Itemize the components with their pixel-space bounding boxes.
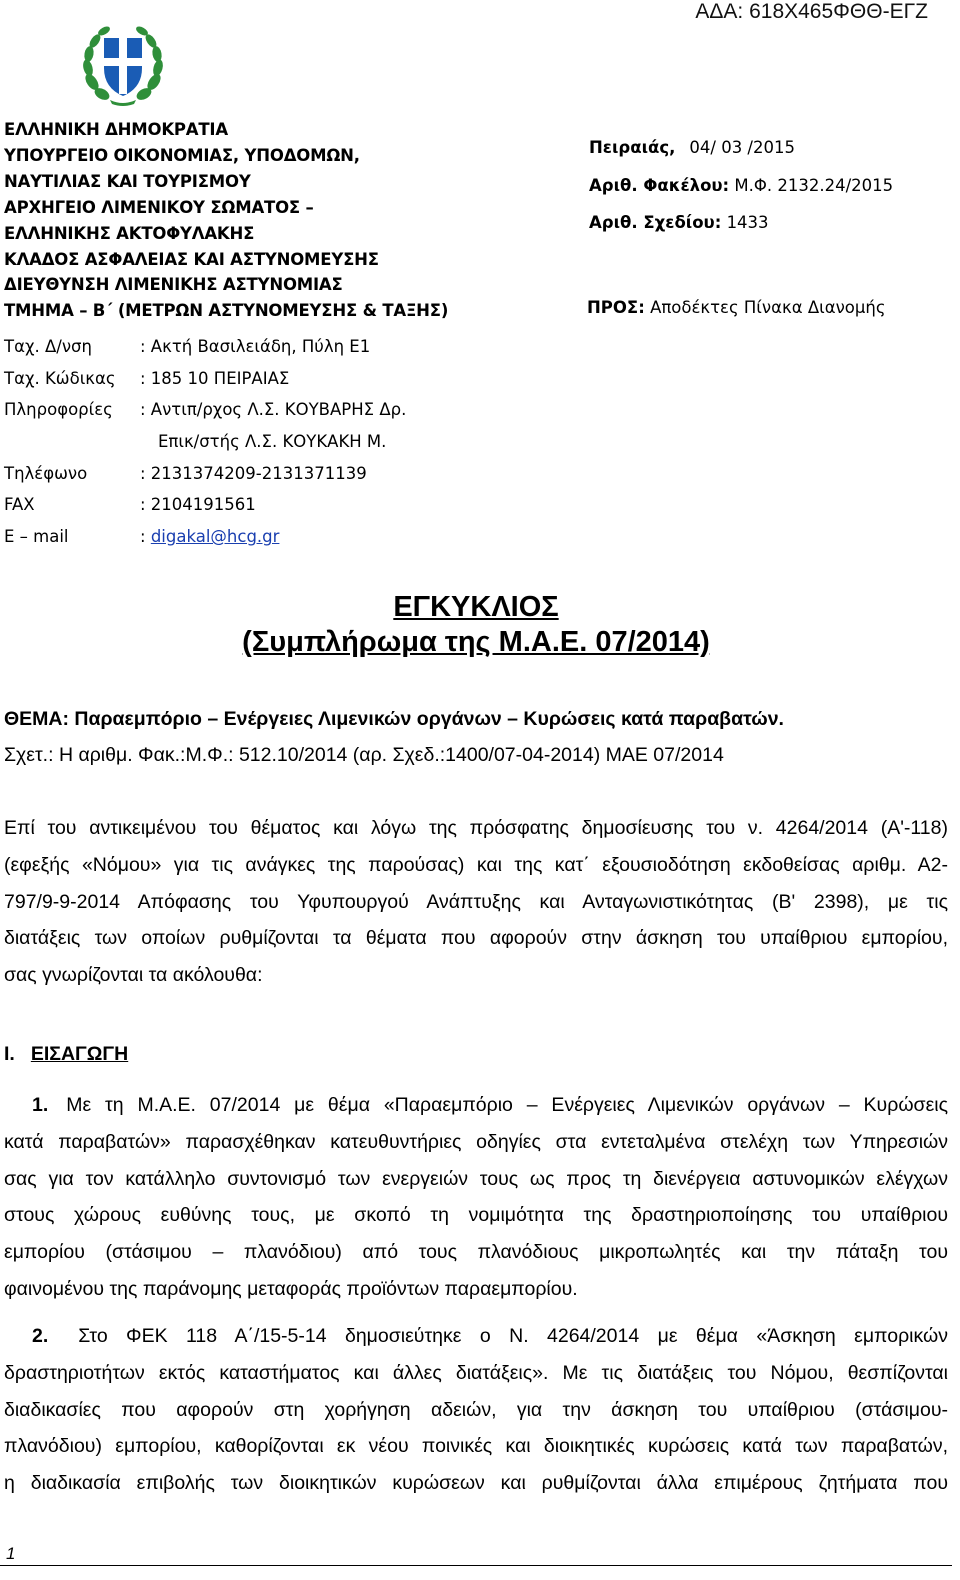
paragraph-line-first [4, 1318, 948, 1355]
email-value-wrap [140, 524, 279, 550]
item-2-paragraph [4, 1318, 948, 1502]
issuer-line: ΑΡΧΗΓΕΙΟ ΛΙΜΕΝΙΚΟΥ ΣΩΜΑΤΟΣ – [4, 197, 314, 217]
issuer-line: ΤΜΗΜΑ – Β΄ (ΜΕΤΡΩΝ ΑΣΤΥΝΟΜΕΥΣΗΣ & ΤΑΞΗΣ) [4, 301, 449, 321]
circular-title: ΕΓΚΥΚΛΙΟΣ [393, 591, 559, 623]
phone-label: Τηλέφωνο [4, 463, 88, 483]
issuer-block [4, 117, 448, 324]
date-row [589, 135, 893, 173]
reference-line: Σχετ.: Η αριθμ. Φακ.:Μ.Φ.: 512.10/2014 (αρ. Σχεδ.:1400/07-04-2014) ΜΑΕ 07/2014 [4, 744, 724, 766]
paragraph-line: εμπορίου (στάσιμου – πλανόδιου) από τους πλανόδιους μικροπωλητές και την πάταξη του [4, 1241, 948, 1264]
page-number: 1 [6, 1544, 16, 1563]
paragraph-line: (εφεξής «Νόμου» για τις ανάγκες της παρούσας) και της κατ΄ εξουσιοδότηση εκδοθείσας αριθμ. Α2- [4, 853, 948, 876]
email-prefix: : [140, 527, 151, 547]
fax-label: FAX [4, 495, 35, 515]
intro-paragraph [4, 810, 948, 994]
recipient-row [587, 298, 886, 317]
paragraph-line: η διαδικασία επιβολής των διοικητικών κυρώσεων και ρυθμίζονται άλλα επιμέρους ζητήματα που [4, 1472, 948, 1495]
file-number-value: Μ.Φ. 2132.24/2015 [734, 175, 894, 195]
issuer-line: ΔΙΕΥΘΥΝΣΗ ΛΙΜΕΝΙΚΗΣ ΑΣΤΥΝΟΜΙΑΣ [4, 275, 343, 295]
subject-line: ΘΕΜΑ: Παραεμπόριο – Ενέργειες Λιμενικών οργάνων – Κυρώσεις κατά παραβατών. [4, 708, 784, 730]
paragraph-line: σας για τον κατάλληλο συντονισμό των ενεργειών τους ως προς τη διενέργεια αστυνομικών ελέγχων [4, 1167, 948, 1190]
info-value: : Αντιπ/ρχος Λ.Σ. ΚΟΥΒΑΡΗΣ Δρ. [140, 400, 407, 420]
draft-number-row [589, 210, 893, 248]
paragraph-line: διατάξεις των οποίων ρυθμίζονται τα θέματα που αφορούν στην άσκηση του υπαίθριου εμπορίου, [4, 927, 948, 950]
paragraph-line: σας γνωρίζονται τα ακόλουθα: [4, 964, 263, 987]
issuer-line: ΥΠΟΥΡΓΕΙΟ ΟΙΚΟΝΟΜΙΑΣ, ΥΠΟΔΟΜΩΝ, [4, 145, 360, 165]
paragraph-line: 797/9-9-2014 Απόφασης του Υφυπουργού Ανάπτυξης και Ανταγωνιστικότητας (Β' 2398), με τις [4, 890, 948, 913]
address-label: Ταχ. Δ/νση [4, 337, 92, 356]
paragraph-line: πλανόδιου) εμπορίου, καθορίζονται εκ νέου ποινικές και διοικητικές κυρώσεις κατά των παραβατών, [4, 1435, 948, 1458]
issuer-line: ΕΛΛΗΝΙΚΗ ΔΗΜΟΚΡΑΤΙΑ [4, 120, 228, 139]
issuer-line: ΚΛΑΔΟΣ ΑΣΦΑΛΕΙΑΣ ΚΑΙ ΑΣΤΥΝΟΜΕΥΣΗΣ [4, 249, 379, 269]
recipient-value: Αποδέκτες Πίνακα Διανομής [650, 298, 886, 317]
draft-number-value: 1433 [726, 213, 769, 232]
place-label: Πειραιάς, [589, 138, 676, 157]
email-link[interactable]: digakal@hcg.gr [150, 527, 280, 547]
item-1-paragraph [4, 1087, 948, 1308]
recipient-label: ΠΡΟΣ: [587, 298, 645, 317]
phone-value: : 2131374209-2131371139 [140, 463, 367, 483]
paragraph-line: δραστηριοτήτων εκτός καταστήματος και άλλες διατάξεις». Με τις διατάξεις του Νόμου, θεσπίζονται [4, 1361, 948, 1384]
paragraph-line: φαινομένου της παράνομης μεταφοράς προϊόντων παραεμπορίου. [4, 1277, 578, 1300]
paragraph-line: διαδικασίες που αφορούν στη χορήγηση αδειών, για την άσκηση του υπαίθριου (στάσιμου- [4, 1398, 948, 1421]
paragraph-line: κατά παραβατών» παρασχέθηκαν κατευθυντήριες οδηγίες στα εντεταλμένα στελέχη των Υπηρεσιών [4, 1130, 948, 1153]
item-number: 2. [32, 1325, 49, 1347]
info-value-2: Επικ/στής Λ.Σ. ΚΟΥΚΑΚΗ Μ. [158, 432, 387, 452]
paragraph-line-first [4, 1087, 948, 1124]
document-date: 04/ 03 /2015 [689, 138, 795, 157]
section-heading [4, 1043, 128, 1066]
issuer-line: ΕΛΛΗΝΙΚΗΣ ΑΚΤΟΦΥΛΑΚΗΣ [4, 223, 255, 243]
circular-subtitle: (Συμπλήρωμα της Μ.Α.Ε. 07/2014) [242, 626, 710, 658]
file-number-row [589, 173, 893, 211]
email-label: E – mail [4, 527, 69, 547]
postcode-value: : 185 10 ΠΕΙΡΑΙΑΣ [140, 368, 290, 388]
paragraph-text: Με τη Μ.Α.Ε. 07/2014 με θέμα «Παραεμπόριο – Ενέργειες Λιμενικών οργάνων – Κυρώσεις [66, 1094, 948, 1116]
file-number-label: Αριθ. Φακέλου: [589, 175, 730, 195]
greek-coat-of-arms-icon [80, 20, 166, 108]
item-number: 1. [32, 1094, 49, 1116]
paragraph-text: Στο ΦΕΚ 118 Α΄/15-5-14 δημοσιεύτηκε ο Ν. 4264/2014 με θέμα «Άσκηση εμπορικών [78, 1325, 948, 1347]
section-numeral: I. [4, 1043, 15, 1065]
fax-value: : 2104191561 [140, 495, 256, 515]
paragraph-line: Επί του αντικειμένου του θέματος και λόγω της πρόσφατης δημοσίευσης του ν. 4264/2014 (Α'-118) [4, 817, 948, 839]
footer-divider [0, 1565, 952, 1566]
paragraph-line: στους χώρους ευθύνης τους, με σκοπό τη νομιμότητα της δραστηριοποίησης του υπαίθριου [4, 1204, 948, 1227]
issuer-line: ΝΑΥΤΙΛΙΑΣ ΚΑΙ ΤΟΥΡΙΣΜΟΥ [4, 171, 251, 191]
ada-code: ΑΔΑ: 618Χ465ΦΘΘ-ΕΓΖ [695, 0, 928, 23]
address-value: : Ακτή Βασιλειάδη, Πύλη Ε1 [140, 337, 371, 356]
postcode-label: Ταχ. Κώδικας [4, 368, 116, 388]
info-label: Πληροφορίες [4, 400, 113, 420]
draft-number-label: Αριθ. Σχεδίου: [589, 213, 722, 232]
document-meta [589, 135, 893, 248]
section-title: ΕΙΣΑΓΩΓΗ [30, 1043, 129, 1065]
